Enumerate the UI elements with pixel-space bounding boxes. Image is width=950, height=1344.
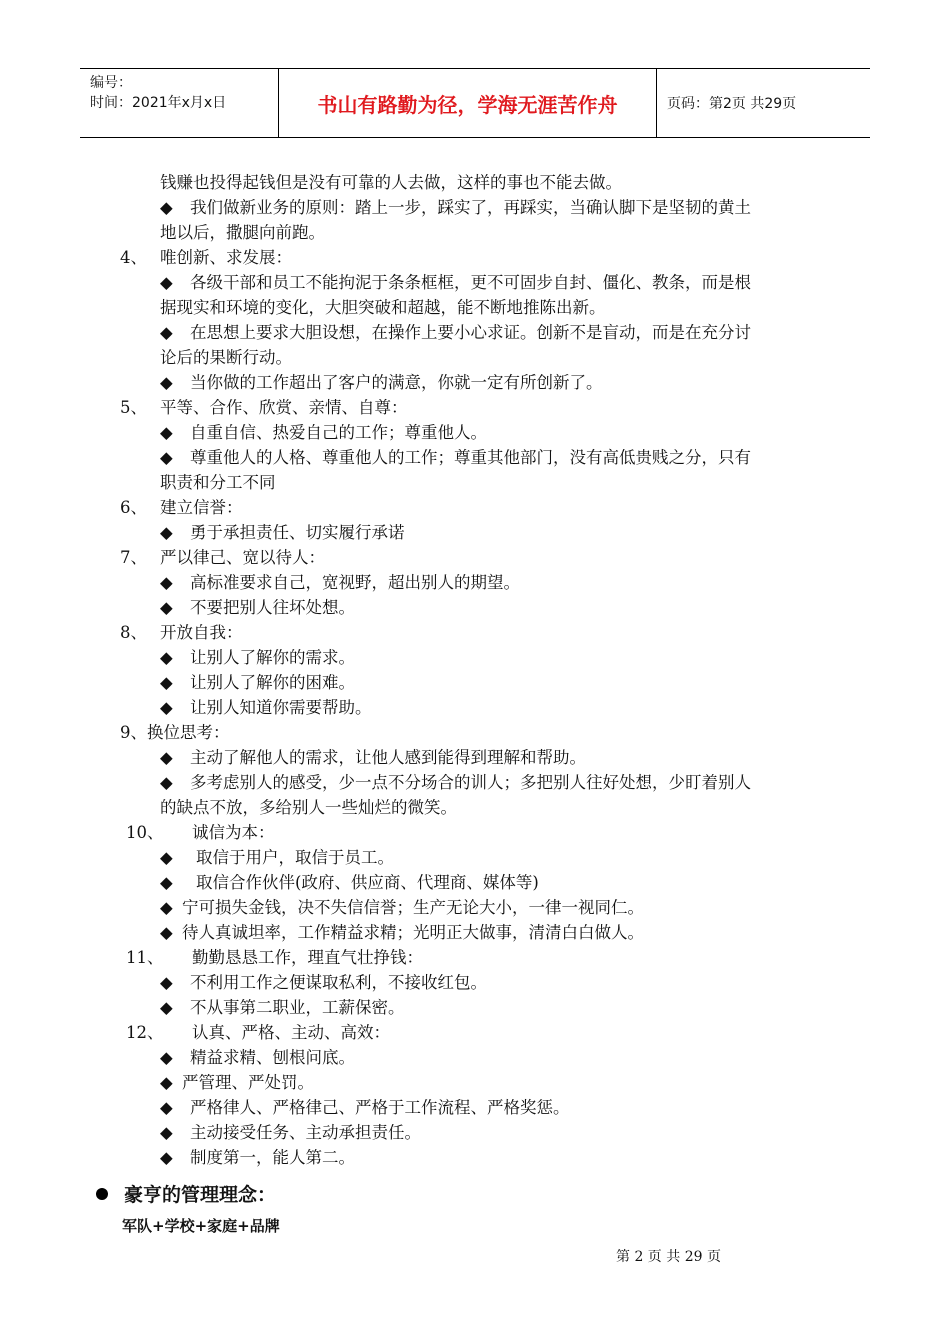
bullet-diamond-icon: ◆	[160, 673, 173, 692]
bullet-diamond-icon: ◆	[160, 273, 173, 292]
text-line: 据现实和环境的变化，大胆突破和超越，能不断地推陈出新。	[160, 298, 606, 317]
bullet-diamond-icon: ◆	[160, 748, 173, 767]
header-serial: 编号：	[90, 75, 132, 91]
text-line: 职责和分工不同	[160, 473, 276, 492]
bullet-diamond-icon: ◆	[160, 448, 173, 467]
numbered-heading: 12、 认真、严格、主动、高效：	[126, 1023, 390, 1042]
bullet-item: ◆ 当你做的工作超出了客户的满意，你就一定有所创新了。	[160, 370, 603, 395]
numbered-heading: 5、 平等、合作、欣赏、亲情、自尊：	[120, 398, 408, 417]
numbered-heading: 8、 开放自我：	[120, 623, 243, 642]
numbered-heading: 10、 诚信为本：	[126, 823, 275, 842]
numbered-heading: 6、 建立信誉：	[120, 498, 243, 517]
bullet-diamond-icon: ◆	[160, 698, 173, 717]
bullet-diamond-icon: ◆	[160, 1073, 173, 1092]
bullet-diamond-icon: ◆	[160, 1148, 173, 1167]
bullet-diamond-icon: ◆	[160, 648, 173, 667]
section-title: 豪亨的管理理念：	[124, 1184, 277, 1206]
bullet-item: ◆ 勇于承担责任、切实履行承诺	[160, 520, 405, 545]
bullet-dot-icon	[96, 1188, 108, 1200]
bullet-item: ◆ 我们做新业务的原则：踏上一步，踩实了，再踩实，当确认脚下是坚韧的黄土	[160, 195, 751, 220]
section-subtitle: 军队+学校+家庭+品牌	[122, 1217, 280, 1235]
bullet-item: ◆ 取信合作伙伴(政府、供应商、代理商、媒体等)	[160, 870, 539, 895]
numbered-heading: 7、 严以律己、宽以待人：	[120, 548, 325, 567]
bullet-diamond-icon: ◆	[160, 323, 173, 342]
bullet-item: ◆ 各级干部和员工不能拘泥于条条框框，更不可固步自封、僵化、教条，而是根	[160, 270, 751, 295]
bullet-item: ◆ 不利用工作之便谋取私利，不接收红包。	[160, 970, 487, 995]
bullet-item: ◆ 让别人了解你的困难。	[160, 670, 355, 695]
bullet-diamond-icon: ◆	[160, 923, 173, 942]
bullet-item: ◆ 让别人知道你需要帮助。	[160, 695, 372, 720]
bullet-item: ◆ 高标准要求自己，宽视野，超出别人的期望。	[160, 570, 520, 595]
bullet-item: ◆ 多考虑别人的感受，少一点不分场合的训人；多把别人往好处想，少盯着别人	[160, 770, 751, 795]
bullet-item: ◆ 自重自信、热爱自己的工作；尊重他人。	[160, 420, 487, 445]
bullet-item: ◆ 不从事第二职业，工薪保密。	[160, 995, 405, 1020]
bullet-item: ◆ 宁可损失金钱，决不失信信誉；生产无论大小，一律一视同仁。	[160, 895, 644, 920]
page-header	[80, 68, 870, 138]
bullet-diamond-icon: ◆	[160, 848, 173, 867]
numbered-heading: 4、 唯创新、求发展：	[120, 248, 292, 267]
bullet-diamond-icon: ◆	[160, 373, 173, 392]
bullet-diamond-icon: ◆	[160, 973, 173, 992]
header-date: 时间：2021年x月x日	[90, 95, 227, 111]
bullet-diamond-icon: ◆	[160, 198, 173, 217]
bullet-item: ◆ 让别人了解你的需求。	[160, 645, 355, 670]
bullet-item: ◆ 精益求精、刨根问底。	[160, 1045, 355, 1070]
bullet-item: ◆ 尊重他人的人格、尊重他人的工作；尊重其他部门，没有高低贵贱之分，只有	[160, 445, 751, 470]
numbered-heading: 9、换位思考：	[120, 723, 230, 742]
bullet-diamond-icon: ◆	[160, 998, 173, 1017]
header-meta	[80, 69, 279, 137]
bullet-item: ◆ 严格律人、严格律己、严格于工作流程、严格奖惩。	[160, 1095, 570, 1120]
page-footer: 第 2 页 共 29 页	[616, 1249, 721, 1265]
bullet-diamond-icon: ◆	[160, 573, 173, 592]
bullet-diamond-icon: ◆	[160, 598, 173, 617]
numbered-heading: 11、 勤勤恳恳工作，理直气壮挣钱：	[126, 948, 423, 967]
text-line: 钱赚也投得起钱但是没有可靠的人去做，这样的事也不能去做。	[160, 173, 622, 192]
bullet-diamond-icon: ◆	[160, 1098, 173, 1117]
text-line: 的缺点不放，多给别人一些灿烂的微笑。	[160, 798, 457, 817]
bullet-diamond-icon: ◆	[160, 423, 173, 442]
bullet-diamond-icon: ◆	[160, 773, 173, 792]
bullet-item: ◆ 取信于用户，取信于员工。	[160, 845, 394, 870]
bullet-item: ◆ 主动了解他人的需求，让他人感到能得到理解和帮助。	[160, 745, 586, 770]
bullet-item: ◆ 主动接受任务、主动承担责任。	[160, 1120, 421, 1145]
bullet-item: ◆ 严管理、严处罚。	[160, 1070, 314, 1095]
header-motto: 书山有路勤为径，学海无涯苦作舟	[279, 69, 657, 137]
section-heading	[96, 1180, 276, 1207]
bullet-diamond-icon: ◆	[160, 873, 173, 892]
bullet-item: ◆ 制度第一，能人第二。	[160, 1145, 355, 1170]
bullet-item: ◆ 不要把别人往坏处想。	[160, 595, 355, 620]
bullet-diamond-icon: ◆	[160, 898, 173, 917]
bullet-item: ◆ 待人真诚坦率，工作精益求精；光明正大做事，清清白白做人。	[160, 920, 644, 945]
bullet-diamond-icon: ◆	[160, 523, 173, 542]
bullet-diamond-icon: ◆	[160, 1123, 173, 1142]
header-page-number: 页码：第2页 共29页	[667, 96, 797, 112]
bullet-item: ◆ 在思想上要求大胆设想，在操作上要小心求证。创新不是盲动，而是在充分讨	[160, 320, 751, 345]
bullet-diamond-icon: ◆	[160, 1048, 173, 1067]
text-line: 地以后，撒腿向前跑。	[160, 223, 325, 242]
text-line: 论后的果断行动。	[160, 348, 292, 367]
